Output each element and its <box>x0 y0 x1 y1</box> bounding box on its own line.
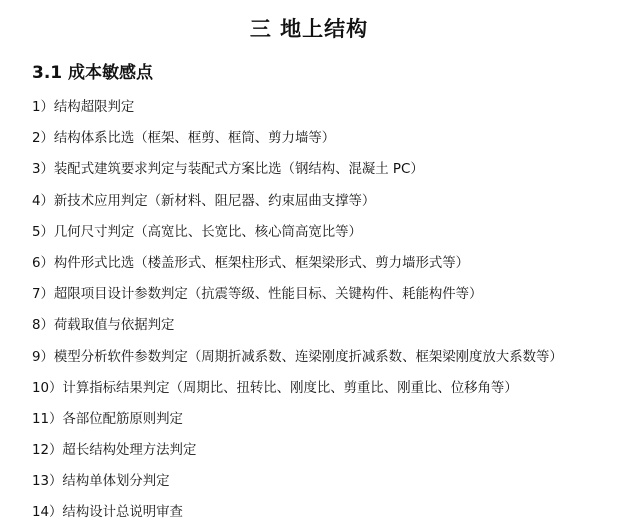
list-item: 11）各部位配筋原则判定 <box>32 411 183 427</box>
list-item: 7）超限项目设计参数判定（抗震等级、性能目标、关键构件、耗能构件等） <box>32 287 483 303</box>
list-item: 14）结构设计总说明审查 <box>32 505 183 521</box>
cost-sensitive-items-list <box>32 94 563 531</box>
chapter-title: 三 地上结构 <box>249 17 369 41</box>
list-item: 3）装配式建筑要求判定与装配式方案比选（钢结构、混凝土 PC） <box>32 162 424 178</box>
list-item: 13）结构单体划分判定 <box>32 474 170 490</box>
section-heading: 3.1 成本敏感点 <box>32 63 154 83</box>
list-item: 8）荷载取值与依据判定 <box>32 318 175 334</box>
list-item: 12）超长结构处理方法判定 <box>32 443 197 459</box>
list-item: 6）构件形式比选（楼盖形式、框架柱形式、框架梁形式、剪力墙形式等） <box>32 255 470 271</box>
list-item: 9）模型分析软件参数判定（周期折减系数、连梁刚度折减系数、框架梁刚度放大系数等） <box>32 349 563 365</box>
list-item: 2）结构体系比选（框架、框剪、框筒、剪力墙等） <box>32 131 336 147</box>
list-item: 1）结构超限判定 <box>32 100 135 115</box>
list-item: 4）新技术应用判定（新材料、阻尼器、约束屈曲支撑等） <box>32 193 376 209</box>
list-item: 10）计算指标结果判定（周期比、扭转比、刚度比、剪重比、刚重比、位移角等） <box>32 380 518 396</box>
list-item: 5）几何尺寸判定（高宽比、长宽比、核心筒高宽比等） <box>32 224 362 240</box>
